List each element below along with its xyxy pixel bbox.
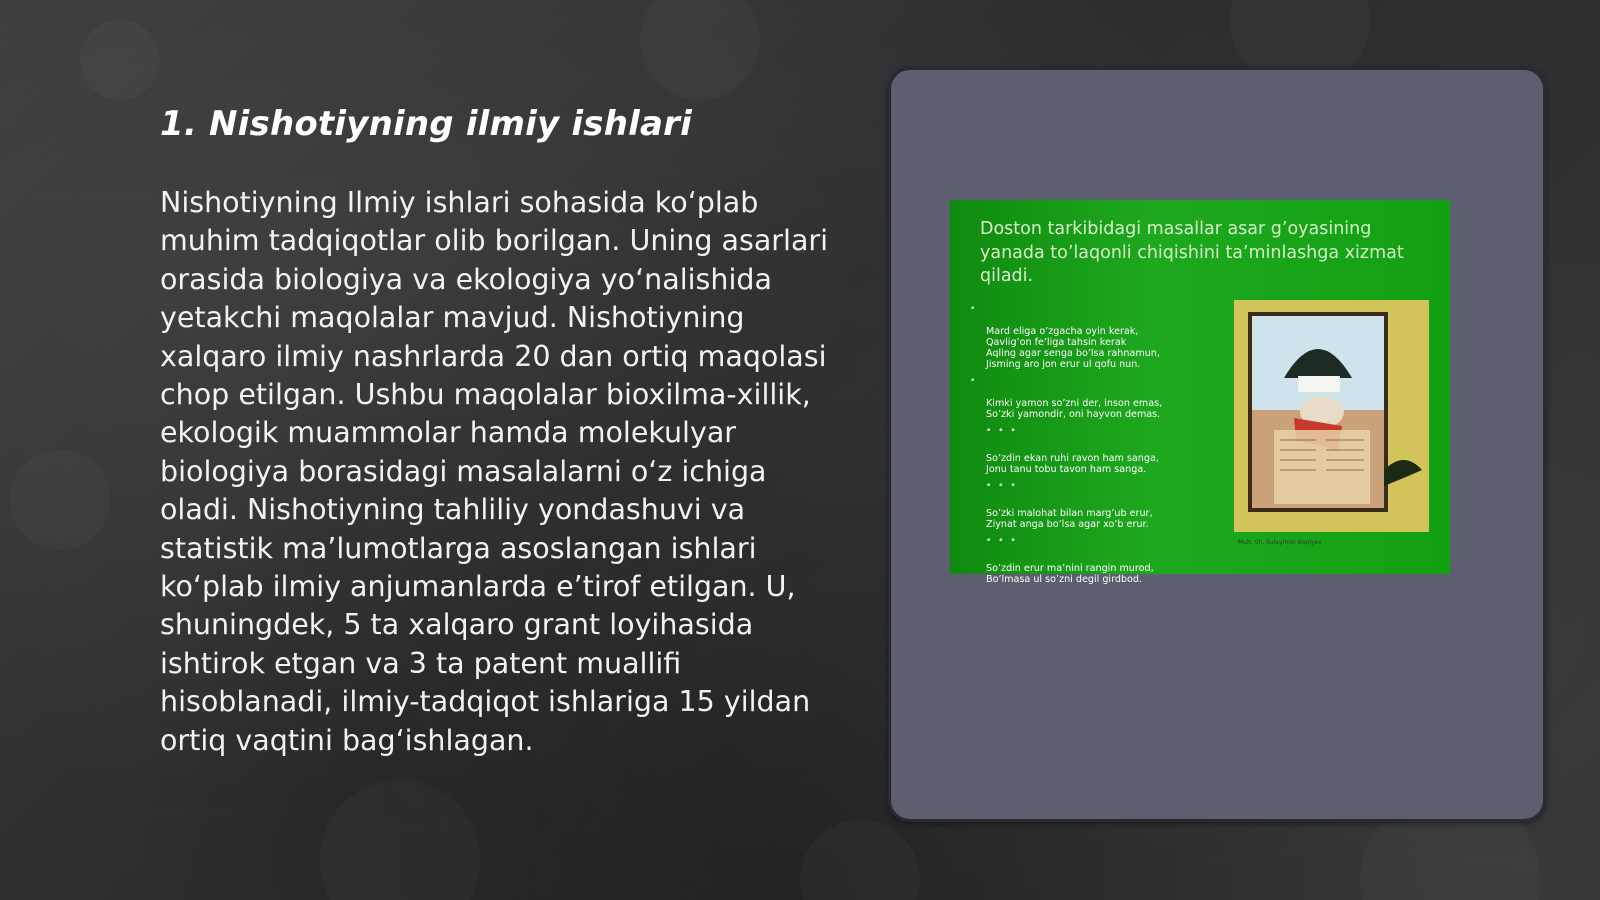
verse-text: Mard eliga o’zgacha oyin kerak, Qavlig’on fe’liga tahsin kerak Aqling agar senga bo’lsa rahnamun, Jisming aro jon erur ul qofu nun. <box>986 326 1160 370</box>
verse-separator: • • • <box>986 481 1018 491</box>
bullet-icon: • <box>970 376 976 386</box>
poet-illustration <box>1234 300 1429 546</box>
slide-body-text: Nishotiyning Ilmiy ishlari sohasida ko‘plab muhim tadqiqotlar olib borilgan. Uning asarlari orasida biologiya va ekologiya yo‘nalishida yetakchi maqolalar mavjud. Nishotiyning xalqaro ilmiy nashrlarda 20 dan ortiq maqolasi chop etilgan. Ushbu maqolalar bioxilma-xillik, ekologik muammolar hamda molekulyar biologiya borasidagi masalalarni o‘z ichiga oladi. Nishotiyning tahliliy yondashuvi va statistik ma’lumotlarga asoslangan ishlari ko‘plab ilmiy anjumanlarda e’tirof etilgan. U, shuningdek, 5 ta xalqaro grant loyihasida ishtirok etgan va 3 ta patent muallifi hisoblanadi, ilmiy-tadqiqot ishlariga 15 yildan ortiq vaqtini bag‘ishlagan. <box>160 186 829 757</box>
verse-text: So’zki malohat bilan marg’ub erur, Ziynat anga bo’lsa agar xo’b erur. <box>986 508 1153 530</box>
verse-item <box>968 376 1238 420</box>
illustration-caption: Muh. Sh. Sulaymon Boqiyev <box>1238 539 1322 546</box>
embedded-slide-verses <box>968 304 1238 591</box>
verse-item <box>968 497 1238 530</box>
slide-title: 1. Nishotiyning ilmiy ishlari <box>160 104 692 144</box>
bullet-icon: • <box>970 304 976 314</box>
verse-item <box>968 552 1238 585</box>
verse-item <box>968 304 1238 370</box>
verse-separator: • • • <box>986 426 1018 436</box>
verse-separator: • • • <box>986 536 1018 546</box>
verse-text: So’zdin ekan ruhi ravon ham sanga, Jonu tanu tobu tavon ham sanga. <box>986 453 1159 475</box>
embedded-slide-image <box>950 200 1450 585</box>
verse-text: So’zdin erur ma’nini rangin murod, Bo’lmasa ul so’zni degil girdbod. <box>986 563 1154 585</box>
verse-item <box>968 442 1238 475</box>
verse-text: Kimki yamon so’zni der, inson emas, So’zki yamondir, oni hayvon demas. <box>986 398 1163 420</box>
embedded-slide-heading: Doston tarkibidagi masallar asar g’oyasining yanada to’laqonli chiqishini ta’minlashga xizmat qiladi. <box>980 219 1404 286</box>
poet-portrait-icon <box>1234 300 1429 518</box>
